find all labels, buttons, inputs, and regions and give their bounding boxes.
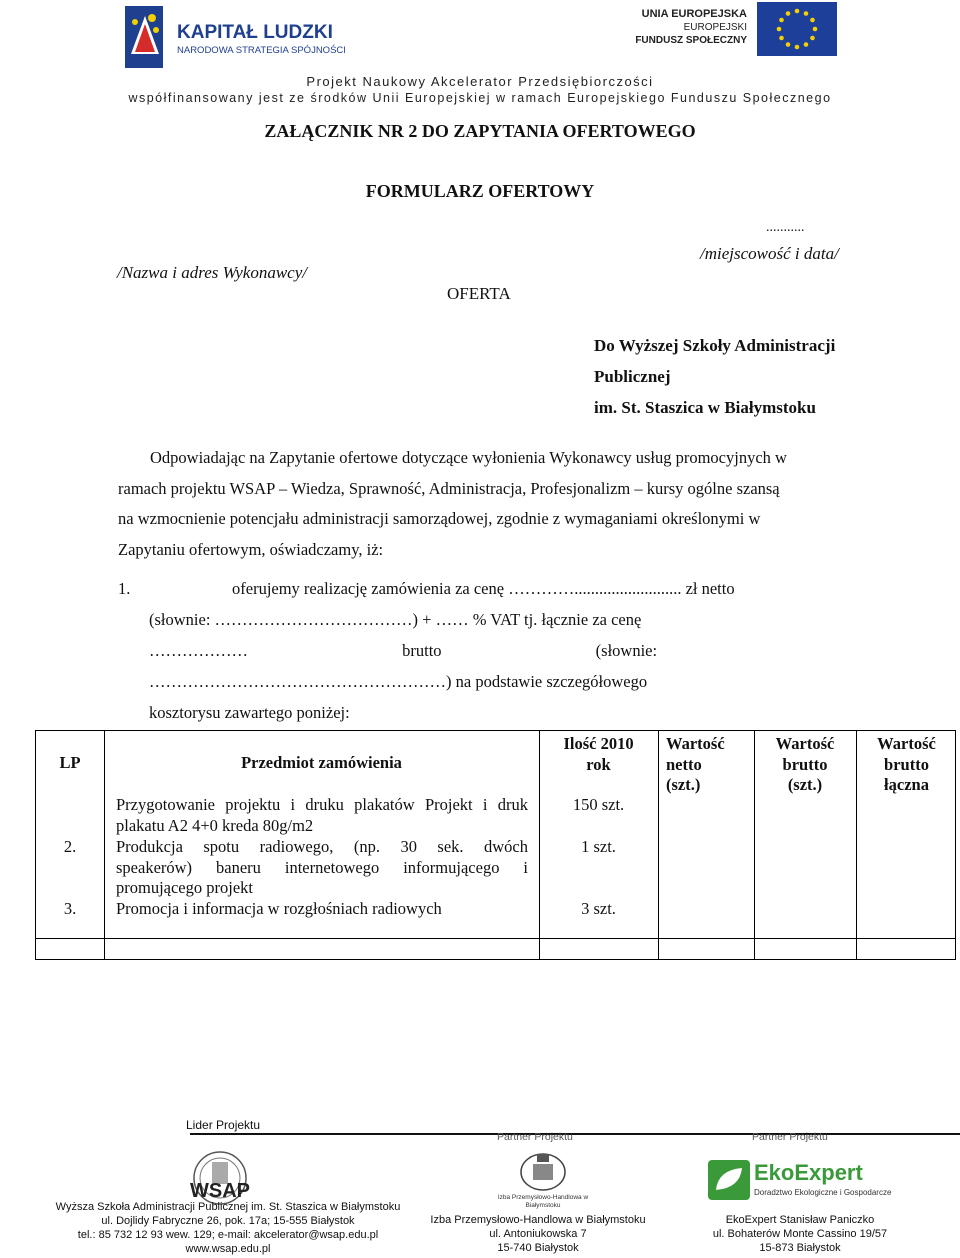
- row-item-line: Produkcja spotu radiowego, (np. 30 sek. dwóch: [116, 837, 528, 856]
- eu-logo-line2: EUROPEJSKI: [683, 22, 747, 33]
- col-header-net-line: netto: [666, 754, 702, 774]
- leader-contact: tel.: 85 732 12 93 wew. 129; e-mail: akcelerator@wsap.edu.pl: [77, 1229, 379, 1241]
- intro-line: na wzmocnienie potencjału administracji samorządowej, zgodnie z wymaganiami określonymi w: [118, 509, 761, 528]
- addressee-line-3: im. St. Staszica w Białymstoku: [594, 398, 816, 417]
- wsap-logo-text: WSAP: [190, 1180, 250, 1202]
- leader-website-link[interactable]: www.wsap.edu.pl: [185, 1243, 271, 1255]
- partner1-postcode: 15-740 Białystok: [497, 1242, 579, 1254]
- cofinancing-line: współfinansowany jest ze środków Unii Europejskiej w ramach Europejskiego Funduszu Społecznego: [128, 91, 832, 105]
- row-qty: 3 szt.: [581, 899, 616, 918]
- col-header-item: Przedmiot zamówienia: [241, 753, 402, 772]
- partner1-name: Izba Przemysłowo-Handlowa w Białymstoku: [430, 1214, 646, 1226]
- intro-line: Odpowiadając na Zapytanie ofertowe dotyczące wyłonienia Wykonawcy usług promocyjnych w: [150, 448, 787, 467]
- date-dots: ...........: [766, 220, 805, 235]
- partner2-label: Partner Projektu: [752, 1131, 828, 1143]
- col-header-gross-line: brutto: [782, 754, 828, 774]
- kapital-ludzki-title: KAPITAŁ LUDZKI: [177, 22, 333, 43]
- table-row: [116, 837, 528, 899]
- item1-line: oferujemy realizację zamówienia za cenę ………….......................... zł netto: [232, 579, 735, 598]
- footer-rule-gap: [80, 1133, 190, 1136]
- table-divider: [658, 731, 659, 959]
- leader-name: Wyższa Szkoła Administracji Publicznej im. St. Staszica w Białymstoku: [55, 1201, 401, 1213]
- project-name-line: Projekt Naukowy Akcelerator Przedsiębiorczości: [306, 74, 654, 89]
- izba-logo: [497, 1152, 589, 1212]
- item1-line: ………………………………………………) na podstawie szczegółowego: [149, 672, 648, 691]
- col-header-net-line: Wartość: [666, 734, 725, 753]
- col-header-gross-line: Wartość: [775, 734, 835, 753]
- row-item-line: plakatu A2 4+0 kreda 80g/m2: [116, 815, 314, 835]
- col-header-qty-line: Ilość 2010: [563, 734, 634, 753]
- leader-address: ul. Dojlidy Fabryczne 26, pok. 17a; 15-555 Białystok: [101, 1215, 355, 1227]
- row-lp: 2.: [63, 837, 77, 856]
- table-divider: [36, 938, 955, 939]
- addressee-line-2: Publicznej: [594, 367, 671, 386]
- table-row: [116, 899, 528, 920]
- row-qty: 150 szt.: [572, 795, 625, 814]
- addressee-line-1: Do Wyższej Szkoły Administracji: [594, 336, 836, 355]
- partner1-address: ul. Antoniukowska 7: [489, 1228, 587, 1240]
- eu-logo-line3: FUNDUSZ SPOŁECZNY: [635, 35, 747, 46]
- intro-line: Zapytaniu ofertowym, oświadczamy, iż:: [118, 539, 384, 559]
- row-item-line: promującego projekt: [116, 878, 253, 897]
- contractor-label: /Nazwa i adres Wykonawcy/: [117, 263, 307, 282]
- row-item-line: Przygotowanie projektu i druku plakatów Projekt i druk: [116, 795, 528, 814]
- kapital-ludzki-logo: [125, 2, 346, 72]
- eu-flag-icon: [757, 2, 837, 56]
- offer-label: OFERTA: [447, 284, 511, 303]
- eu-logo: [612, 2, 837, 58]
- col-header-net: [666, 734, 756, 796]
- form-title: FORMULARZ OFERTOWY: [365, 181, 595, 201]
- col-header-total-line: brutto: [884, 754, 929, 774]
- izba-logo-text: Izba Przemysłowo-Handlowa w Białymstoku: [497, 1194, 589, 1209]
- col-header-gross: [754, 734, 856, 796]
- partner2-postcode: 15-873 Białystok: [759, 1242, 841, 1254]
- row-item-line: Promocja i informacja w rozgłośniach radiowych: [116, 899, 442, 918]
- intro-paragraph: [118, 443, 848, 565]
- col-header-qty: [539, 734, 658, 775]
- ekoexpert-leaf-icon: [708, 1160, 750, 1200]
- table-row: [116, 795, 528, 836]
- ekoexpert-logo: [708, 1160, 892, 1202]
- row-lp: 3.: [63, 899, 77, 918]
- item1-line: kosztorysu zawartego poniżej:: [149, 703, 350, 722]
- col-header-total-line: Wartość: [877, 734, 936, 753]
- ekoexpert-logo-name: EkoExpert: [754, 1160, 863, 1185]
- item-number: 1.: [118, 579, 131, 598]
- intro-line: ramach projektu WSAP – Wiedza, Sprawność, Administracja, Profesjonalizm – kursy ogólne szansą: [118, 478, 780, 498]
- col-header-total-line: łączna: [884, 775, 929, 794]
- col-header-qty-line: rok: [586, 754, 611, 774]
- leader-label: Lider Projektu: [186, 1118, 261, 1132]
- partner1-label: Partner Projektu: [497, 1131, 573, 1143]
- item1-line: (słownie: ………………………………) + …… % VAT tj. łącznie za cenę: [149, 610, 642, 629]
- partner2-name: EkoExpert Stanisław Paniczko: [725, 1214, 875, 1226]
- partner2-address: ul. Bohaterów Monte Cassino 19/57: [712, 1228, 888, 1240]
- item1-line: ……………… brutto (słownie:: [149, 641, 658, 660]
- place-date-label: /miejscowość i data/: [700, 244, 839, 263]
- row-item-line: speakerów) baneru internetowego informującego i: [116, 857, 528, 877]
- eu-logo-line1: UNIA EUROPEJSKA: [641, 8, 747, 20]
- kapital-ludzki-subtitle: NARODOWA STRATEGIA SPÓJNOŚCI: [177, 45, 346, 56]
- col-header-gross-line: (szt.): [787, 775, 823, 794]
- ekoexpert-logo-tagline: Doradztwo Ekologiczne i Gospodarcze: [754, 1188, 892, 1197]
- izba-emblem-icon: [508, 1152, 578, 1194]
- col-header-lp: LP: [59, 753, 81, 772]
- col-header-total: [856, 734, 957, 796]
- col-header-net-line: (szt.): [666, 775, 701, 794]
- row-qty: 1 szt.: [581, 837, 616, 856]
- attachment-title: ZAŁĄCZNIK NR 2 DO ZAPYTANIA OFERTOWEGO: [264, 121, 696, 141]
- offer-table: [35, 730, 956, 960]
